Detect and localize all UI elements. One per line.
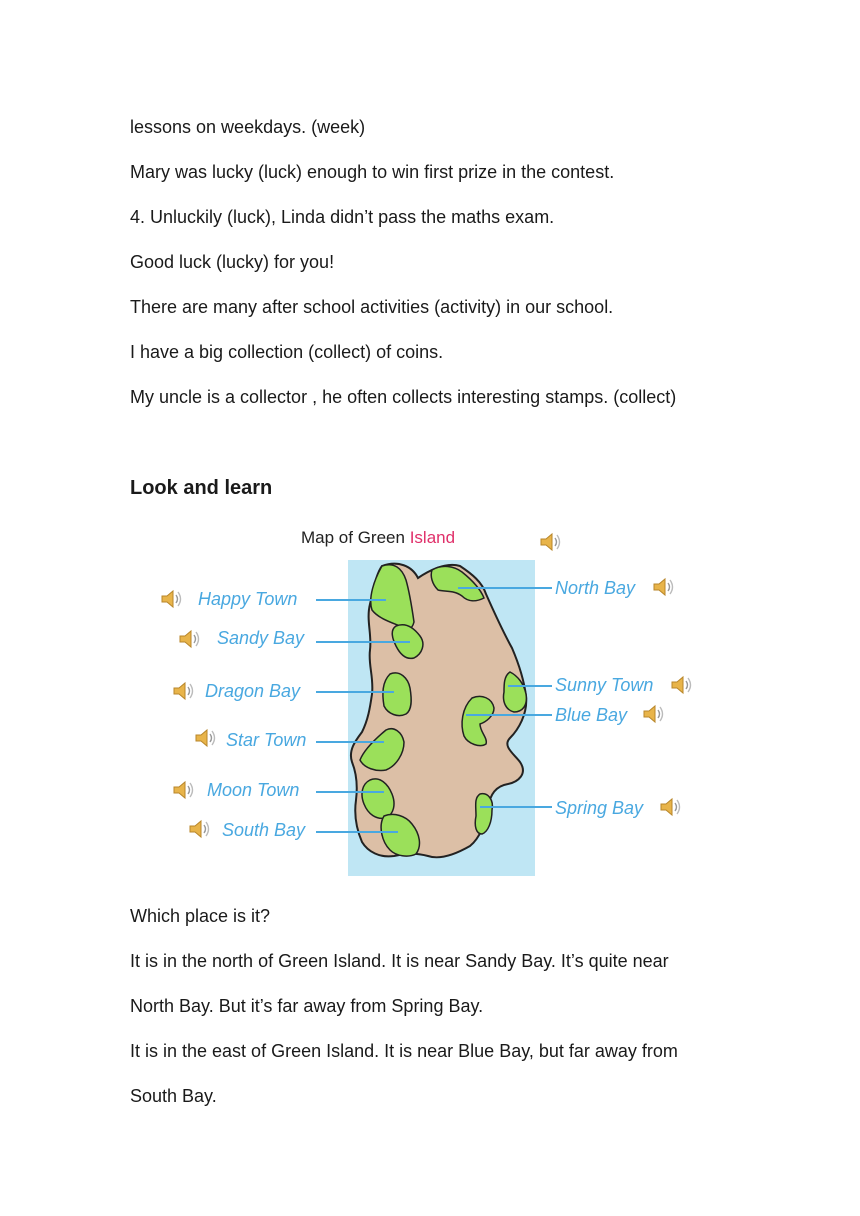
place-label-moon-town: Moon Town [207, 780, 300, 800]
map-title-accent: Island [409, 528, 456, 547]
place-label-spring-bay: Spring Bay [555, 798, 644, 818]
speaker-icon[interactable] [652, 577, 676, 597]
question-line: North Bay. But it’s far away from Spring Bay. [130, 996, 484, 1016]
section-heading: Look and learn [130, 477, 273, 499]
green-patch-dragon-bay [383, 673, 411, 716]
question-prompt: Which place is it? [130, 906, 271, 926]
place-label-star-town: Star Town [226, 730, 307, 750]
text-line: Mary was lucky (luck) enough to win first prize in the contest. [130, 162, 615, 182]
place-label-south-bay: South Bay [222, 820, 306, 840]
speaker-icon[interactable] [539, 532, 563, 552]
text-line: I have a big collection (collect) of coins. [130, 342, 444, 362]
speaker-icon[interactable] [188, 819, 212, 839]
speaker-icon[interactable] [642, 704, 666, 724]
text-line: 4. Unluckily (luck), Linda didn’t pass the maths exam. [130, 207, 555, 227]
question-line: It is in the east of Green Island. It is near Blue Bay, but far away from [130, 1041, 678, 1061]
place-label-blue-bay: Blue Bay [555, 705, 628, 725]
place-label-sandy-bay: Sandy Bay [217, 628, 305, 648]
text-line: There are many after school activities (activity) in our school. [130, 297, 614, 317]
map-title-text: Map of Green [301, 528, 405, 547]
question-line: It is in the north of Green Island. It is near Sandy Bay. It’s quite near [130, 951, 669, 971]
island-map [150, 522, 710, 882]
speaker-icon[interactable] [194, 728, 218, 748]
speaker-icon[interactable] [670, 675, 694, 695]
speaker-icon[interactable] [659, 797, 683, 817]
place-label-happy-town: Happy Town [198, 589, 298, 609]
place-label-dragon-bay: Dragon Bay [205, 681, 301, 701]
speaker-icon[interactable] [172, 780, 196, 800]
speaker-icon[interactable] [172, 681, 196, 701]
text-line: Good luck (lucky) for you! [130, 252, 335, 272]
text-line: My uncle is a collector , he often collects interesting stamps. (collect) [130, 387, 677, 407]
speaker-icon[interactable] [160, 589, 184, 609]
place-label-sunny-town: Sunny Town [555, 675, 654, 695]
speaker-icon[interactable] [178, 629, 202, 649]
text-line: lessons on weekdays. (week) [130, 117, 366, 137]
place-label-north-bay: North Bay [555, 578, 636, 598]
question-line: South Bay. [130, 1086, 217, 1106]
map-title [301, 528, 455, 548]
